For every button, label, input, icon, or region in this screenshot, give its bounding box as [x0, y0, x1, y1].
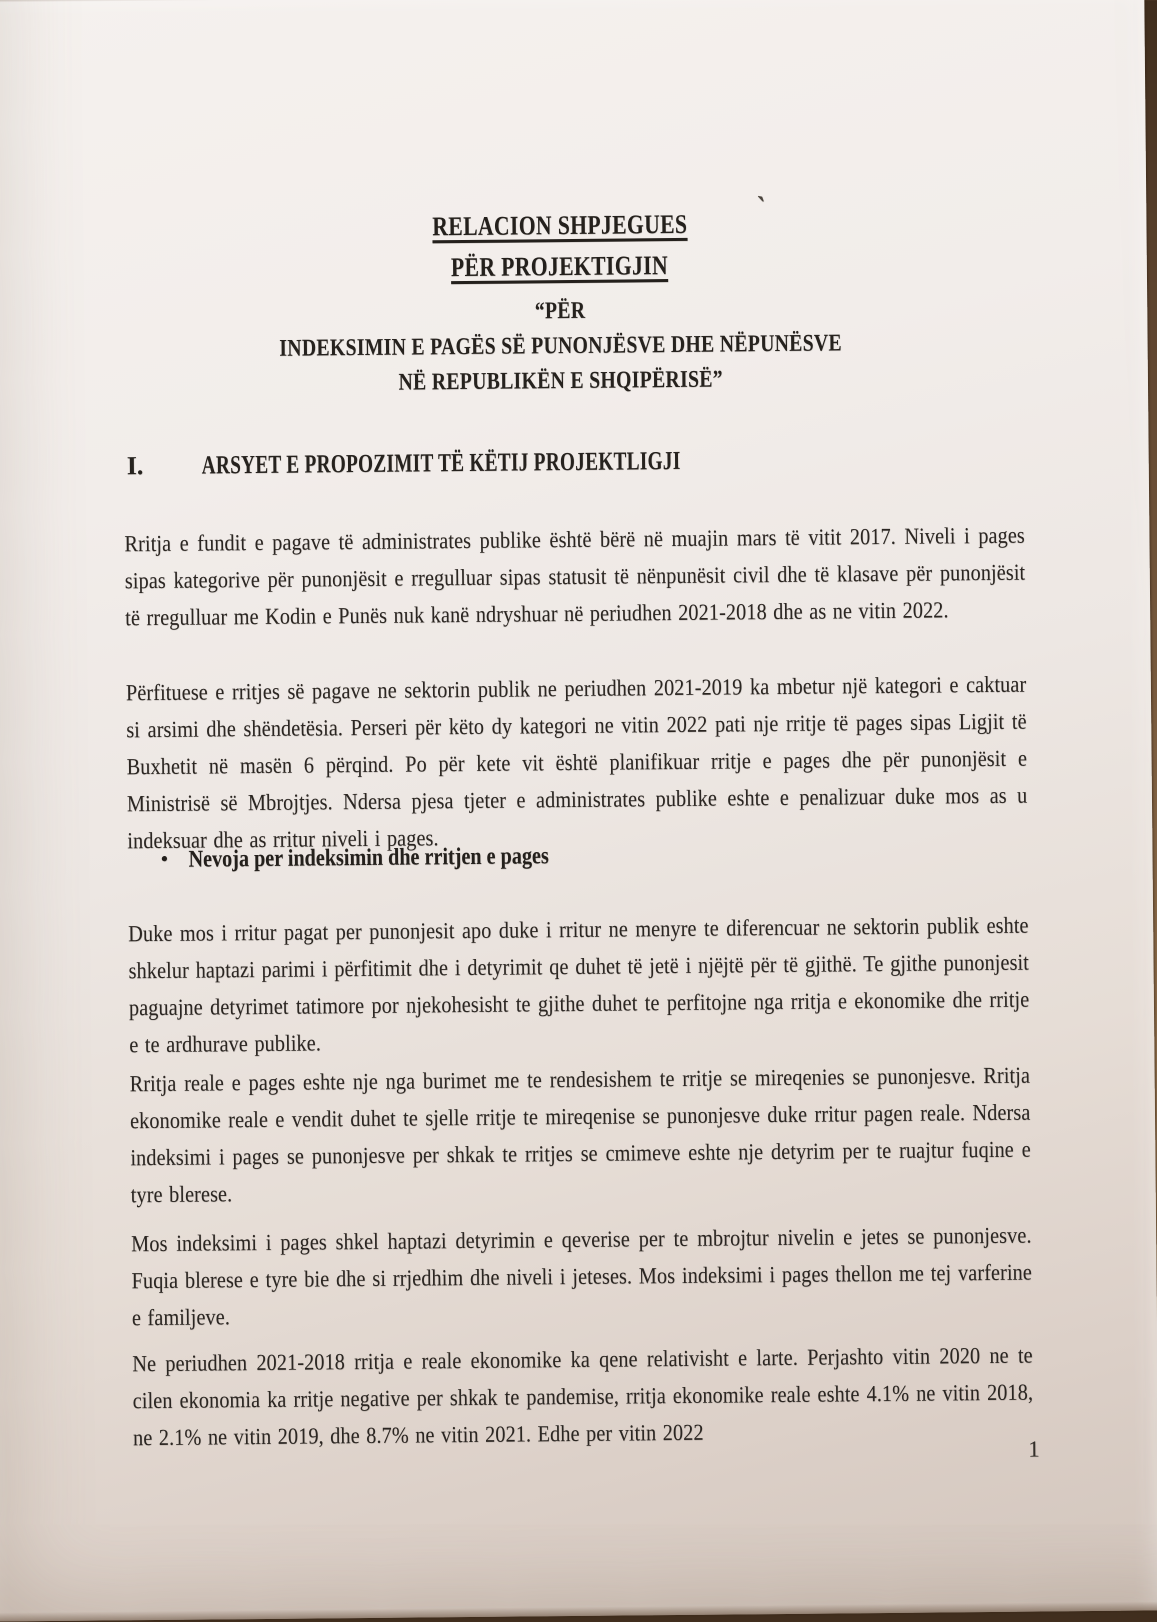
- section-heading: [127, 440, 849, 484]
- paragraph-4: Rritja reale e pages eshte nje nga burimet me te rendesishem te rritje se mireqenies se punonjesve. Rritja ekonomike reale e vendit duhet te sjelle rritje te mireqenise se punonjesve duke rritur pagen reale. Ndersa indeksimi i pages se punonjesve per shkak te rritjes se cmimeve eshte nje detyrim per te ruajtur fuqine e tyre blerese.: [129, 1062, 1031, 1208]
- photo-edge-shade-bottom: [0, 1601, 1157, 1621]
- title-line-1: RELACION SHPJEGUES: [431, 208, 688, 242]
- title-line-2: PËR PROJEKTIGJIN: [451, 250, 669, 283]
- subtitle-line-3: NË REPUBLIKËN E SHQIPËRISË”: [398, 366, 724, 396]
- document-title: [0, 202, 1125, 295]
- paragraph-1: Rritja e fundit e pagave të administrates publike është bërë në muajin mars të vitit 2017. Niveli i pages sipas kategorive për punonjësit e rregulluar sipas statusit të nënpunësit civil dhe të klasave për punonjësit të rregulluar me Kodin e Punës nuk kanë ndryshuar në periudhen 2021-2018 dhe as ne vitin 2022.: [124, 522, 1026, 631]
- bullet-marker: •: [160, 845, 169, 871]
- subtitle-line-1: “PËR: [534, 297, 586, 325]
- stray-pen-mark: `: [751, 190, 768, 225]
- bullet-item: [160, 836, 617, 881]
- section-number: I.: [126, 451, 144, 481]
- paragraph-6: Ne periudhen 2021-2018 rritja e reale ekonomike ka qene relativisht e larte. Perjashto vitin 2020 ne te cilen ekonomia ka rritje negative per shkak te pandemise, rritja ekonomike reale eshte 4.1% ne vitin 2018, ne 2.1% ne vitin 2019, dhe 8.7% ne vitin 2021. Edhe per vitin 2022: [132, 1342, 1034, 1451]
- subtitle-line-2: INDEKSIMIN E PAGËS SË PUNONJËSVE DHE NËPUNËSVE: [279, 330, 842, 362]
- bullet-label: Nevoja per indeksimin dhe rritjen e pages: [188, 843, 549, 873]
- paragraph-5: Mos indeksimi i pages shkel haptazi detyrimin e qeverise per te mbrojtur nivelin e jetes se punonjesve. Fuqia blerese e tyre bie dhe si rrjedhim dhe niveli i jeteses. Mos indeksimi i pages thellon me tej varferine e familjeve.: [131, 1222, 1033, 1331]
- page-number: 1: [1028, 1436, 1040, 1462]
- section-heading-text: ARSYET E PROPOZIMIT TË KËTIJ PROJEKTLIGJI: [201, 445, 681, 480]
- document-subtitle: [0, 290, 1126, 406]
- paragraph-2: Përfituese e rritjes së pagave ne sektorin publik ne periudhen 2021-2019 ka mbetur një kategori e caktuar si arsimi dhe shëndetësia. Perseri për këto dy kategori ne vitin 2022 pati nje rritje të pages sipas Ligjit të Buxhetit në masën 6 përqind. Po për kete vit është planifikuar rritje e pages dhe për punonjësit e Ministrisë së Mbrojtjes. Ndersa pjesa tjeter e administrates publike eshte e penalizuar duke mos as u indeksuar dhe as rritur niveli i pages.: [125, 671, 1028, 854]
- paragraph-3: Duke mos i rritur pagat per punonjesit apo duke i rritur ne menyre te diferencuar ne sektorin publik eshte shkelur haptazi parimi i përfitimit dhe i detyrimit qe duhet të jetë i njëjtë për të gjithë. Te gjithe punonjesit paguajne detyrimet tatimore por njekohesisht te gjithe duhet te perfitojne nga rritja e ekonomike dhe rritje e te ardhurave publike.: [128, 912, 1030, 1058]
